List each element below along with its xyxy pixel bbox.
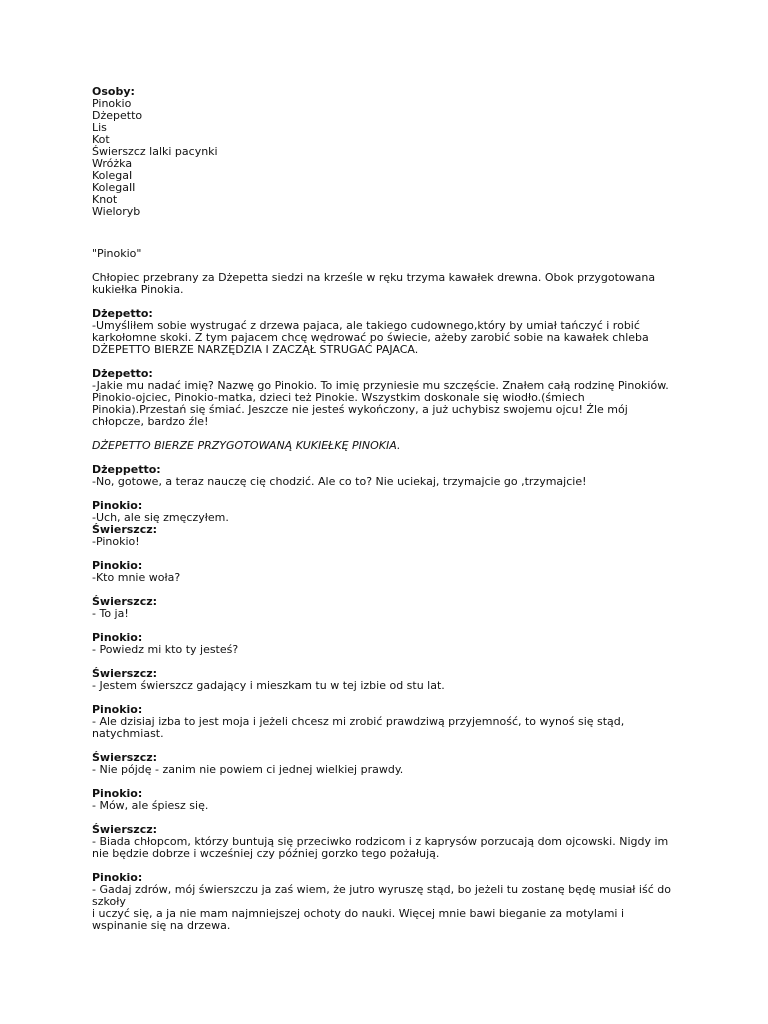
text-line: - Nie pójdę - zanim nie powiem ci jednej wielkiej prawdy. [92,763,404,776]
text-line: DŻEPETTO BIERZE PRZYGOTOWANĄ KUKIEŁKĘ PINOKIA. [92,439,401,452]
role-item: Kot [92,133,110,146]
text-line: - Gadaj zdrów, mój świerszczu ja zaś wiem, że jutro wyruszę stąd, bo jeżeli tu zostanę będę musiał iść do [92,883,671,896]
speaker-name: Pinokio: [92,871,143,884]
text-line: -Jakie mu nadać imię? Nazwę go Pinokio. To imię przyniesie mu szczęście. Znałem całą rodzinę Pinokiów. [92,379,669,392]
text-line: szkoły [92,895,126,908]
speaker-name: Świerszcz: [92,751,158,764]
speaker-name: Dżeppetto: [92,463,161,476]
dialogue-block [92,368,682,428]
speaker-name: Pinokio: [92,559,143,572]
text-line: -Umyśliłem sobie wystrugać z drzewa pajaca, ale takiego cudownego,który by umiał tańczyć i robić [92,319,640,332]
document-page [92,86,682,932]
text-line: DŻEPETTO BIERZE NARZĘDZIA I ZACZĄŁ STRUGAĆ PAJACA. [92,343,419,356]
dialogue-block [92,560,682,584]
dialogue-block [92,872,682,932]
speaker-name: Pinokio: [92,703,143,716]
script-body [92,272,682,932]
text-line: - Powiedz mi kto ty jesteś? [92,643,239,656]
text-line: -Uch, ale się zmęczyłem. [92,511,229,524]
text-line: karkołomne skoki. Z tym pajacem chcę wędrować po świecie, ażeby zarobić sobie na kawałek chleba [92,331,649,344]
dialogue-block [92,704,682,740]
speaker-name: Świerszcz: [92,823,158,836]
dialogue-block [92,824,682,860]
text-line: - To ja! [92,607,129,620]
text-line: Chłopiec przebrany za Dżepetta siedzi na krześle w ręku trzyma kawałek drewna. Obok przygotowana [92,271,656,284]
speaker-name: Pinokio: [92,787,143,800]
speaker-name: Świerszcz: [92,523,158,536]
role-item: KolegaI [92,169,133,182]
text-line: - Biada chłopcom, którzy buntują się przeciwko rodzicom i z kaprysów porzucają dom ojcowski. Nigdy im [92,835,669,848]
paragraph [92,272,682,296]
dialogue-block [92,752,682,776]
dialogue-block [92,308,682,356]
text-line: i uczyć się, a ja nie mam najmniejszej ochoty do nauki. Więcej mnie bawi bieganie za motylami i [92,907,625,920]
text-line: Pinokio-ojciec, Pinokio-matka, dzieci też Pinokie. Wszystkim doskonale się wiodło.(śmiech [92,391,585,404]
text-line: Pinokia).Przestań się śmiać. Jeszcze nie jesteś wykończony, a już uchybisz swojemu ojcu! Źle mój [92,403,628,416]
text-line: -Pinokio! [92,535,140,548]
speaker-name: Świerszcz: [92,667,158,680]
text-line: chłopcze, bardzo źle! [92,415,209,428]
dialogue-block [92,668,682,692]
text-line: - Jestem świerszcz gadający i mieszkam tu w tej izbie od stu lat. [92,679,445,692]
speaker-name: Dżepetto: [92,367,153,380]
dialogue-block [92,596,682,620]
text-line: - Mów, ale śpiesz się. [92,799,209,812]
play-title: "Pinokio" [92,247,142,260]
text-line: nie będzie dobrze i wcześniej czy później gorzko tego pożałują. [92,847,440,860]
role-item: Pinokio [92,97,132,110]
roles-list [92,98,682,218]
speaker-name: Pinokio: [92,499,143,512]
text-line: kukiełka Pinokia. [92,283,184,296]
dialogue-block [92,464,682,488]
roles-heading: Osoby: [92,85,135,98]
role-item: Dżepetto [92,109,143,122]
role-item: Knot [92,193,118,206]
dialogue-block [92,788,682,812]
text-line: natychmiast. [92,727,164,740]
role-item: Lis [92,121,107,134]
dialogue-block [92,632,682,656]
text-line: wspinanie się na drzewa. [92,919,231,932]
speaker-name: Dżepetto: [92,307,153,320]
role-item: Wieloryb [92,205,141,218]
speaker-name: Pinokio: [92,631,143,644]
role-item: KolegaII [92,181,136,194]
role-item: Świerszcz lalki pacynki [92,145,218,158]
dialogue-block [92,524,682,548]
text-line: -No, gotowe, a teraz nauczę cię chodzić. Ale co to? Nie uciekaj, trzymajcie go ,trzymajcie! [92,475,587,488]
dialogue-block [92,500,682,524]
text-line: - Ale dzisiaj izba to jest moja i jeżeli chcesz mi zrobić prawdziwą przyjemność, to wynoś się stąd, [92,715,625,728]
role-item: Wróżka [92,157,133,170]
stage-direction [92,440,682,452]
text-line: -Kto mnie woła? [92,571,181,584]
speaker-name: Świerszcz: [92,595,158,608]
